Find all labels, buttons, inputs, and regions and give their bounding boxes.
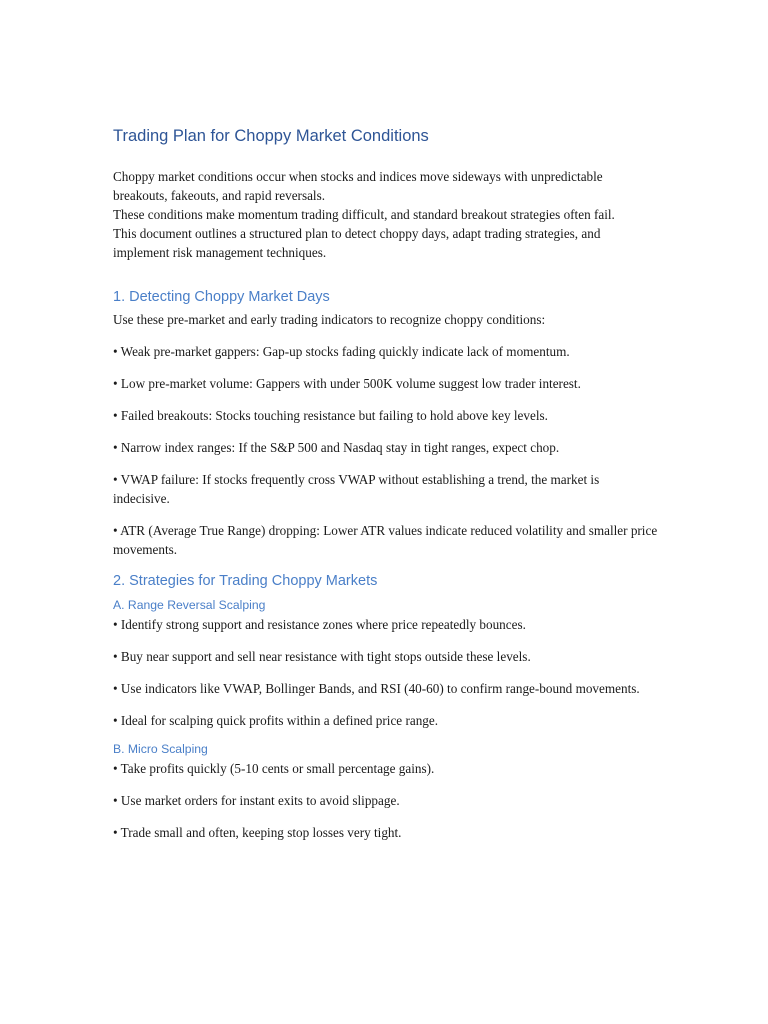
list-item: • Use market orders for instant exits to avoid slippage. bbox=[113, 793, 400, 808]
subsection-heading-range-reversal: A. Range Reversal Scalping bbox=[113, 598, 266, 612]
detecting-bullet-list bbox=[113, 342, 658, 559]
list-item: • Trade small and often, keeping stop losses very tight. bbox=[113, 825, 402, 840]
micro-scalping-bullet-list bbox=[113, 759, 658, 842]
list-item: • VWAP failure: If stocks frequently cross VWAP without establishing a trend, the market is indecisive. bbox=[113, 472, 600, 506]
list-item: • Weak pre-market gappers: Gap-up stocks fading quickly indicate lack of momentum. bbox=[113, 344, 570, 359]
range-reversal-bullet-list bbox=[113, 615, 658, 730]
list-item: • Buy near support and sell near resistance with tight stops outside these levels. bbox=[113, 649, 531, 664]
subsection-heading-micro-scalping: B. Micro Scalping bbox=[113, 742, 208, 756]
list-item: • Low pre-market volume: Gappers with under 500K volume suggest low trader interest. bbox=[113, 376, 581, 391]
list-item: • Take profits quickly (5-10 cents or small percentage gains). bbox=[113, 761, 435, 776]
intro-paragraph: Choppy market conditions occur when stocks and indices move sideways with unpredictable breakouts, fakeouts, and rapid reversals. bbox=[113, 169, 603, 203]
list-item: • Failed breakouts: Stocks touching resistance but failing to hold above key levels. bbox=[113, 408, 548, 423]
document-body bbox=[113, 126, 658, 842]
list-item: • Ideal for scalping quick profits within a defined price range. bbox=[113, 713, 439, 728]
section-intro: Use these pre-market and early trading indicators to recognize choppy conditions: bbox=[113, 312, 546, 327]
intro-paragraph: These conditions make momentum trading difficult, and standard breakout strategies often fail. bbox=[113, 207, 615, 222]
list-item: • Narrow index ranges: If the S&P 500 and Nasdaq stay in tight ranges, expect chop. bbox=[113, 440, 560, 455]
intro-paragraph: This document outlines a structured plan to detect choppy days, adapt trading strategies, and implement risk management techniques. bbox=[113, 226, 601, 260]
intro-block bbox=[113, 167, 658, 262]
document-title: Trading Plan for Choppy Market Conditions bbox=[113, 127, 429, 145]
list-item: • ATR (Average True Range) dropping: Lower ATR values indicate reduced volatility and smaller price movements. bbox=[113, 523, 658, 557]
section-heading-strategies: 2. Strategies for Trading Choppy Markets bbox=[113, 573, 378, 589]
list-item: • Identify strong support and resistance zones where price repeatedly bounces. bbox=[113, 617, 526, 632]
section-heading-detecting: 1. Detecting Choppy Market Days bbox=[113, 289, 330, 305]
list-item: • Use indicators like VWAP, Bollinger Bands, and RSI (40-60) to confirm range-bound movements. bbox=[113, 681, 640, 696]
